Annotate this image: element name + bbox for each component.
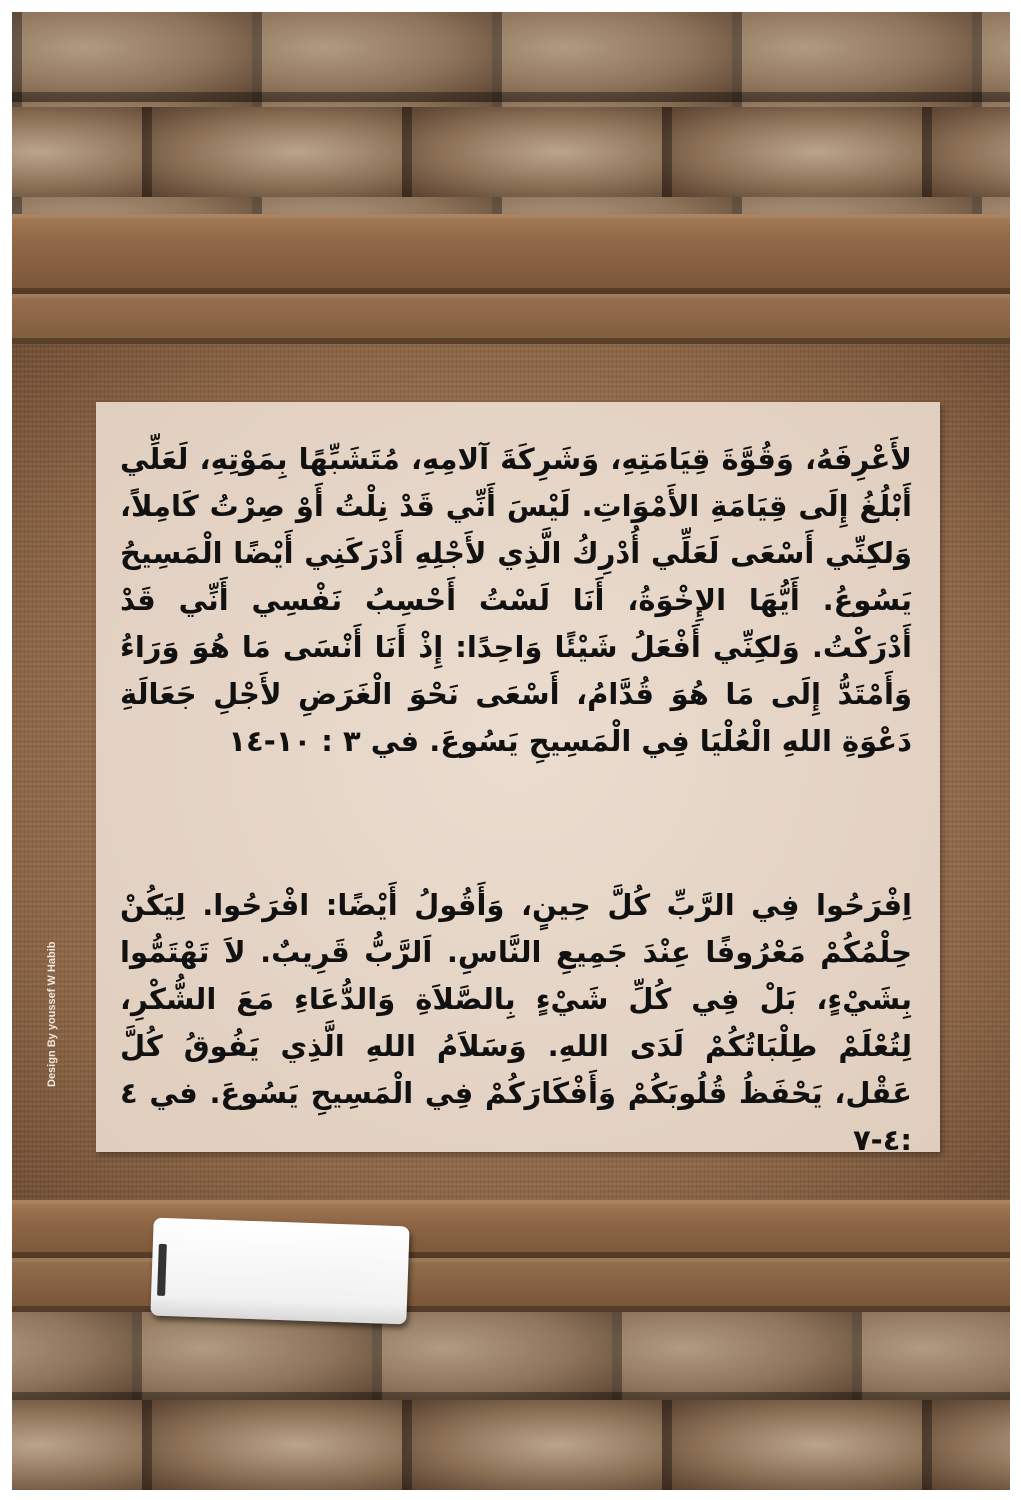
scripture-passage-2	[120, 882, 912, 1164]
stone-row	[12, 107, 1010, 197]
passage-text: لأَعْرِفَهُ، وَقُوَّةَ قِيَامَتِهِ، وَشَرِكَةَ آلامِهِ، مُتَشَبِّهًا بِمَوْتِهِ، لَعَلِّي أَبْلُغُ إِلَى قِيَامَةِ الأَمْوَاتِ. لَيْسَ أَنِّي قَدْ نِلْتُ أَوْ صِرْتُ كَامِلاً، وَلكِنِّي أَسْعَى لَعَلِّي أُدْرِكُ الَّذِي لأَجْلِهِ أَدْرَكَنِي أَيْضًا الْمَسِيحُ يَسُوعُ. أَيُّهَا الإِخْوَةُ، أَنَا لَسْتُ أَحْسِبُ نَفْسِي أَنِّي قَدْ أَدْرَكْتُ. وَلكِنِّي أَفْعَلُ شَيْئًا وَاحِدًا: إِذْ أَنَا أَنْسَى مَا هُوَ وَرَاءُ وَأَمْتَدُّ إِلَى مَا هُوَ قُدَّامُ، أَسْعَى نَحْوَ الْغَرَضِ لأَجْلِ جَعَالَةِ دَعْوَةِ اللهِ الْعُلْيَا فِي الْمَسِيحِ يَسُوعَ.	[120, 442, 912, 758]
passage-reference: في ٣ : ١٠-١٤	[228, 724, 420, 758]
stone-wall-bottom	[12, 1312, 1010, 1490]
designer-credit: Design By youssef W Habib	[46, 941, 58, 1087]
passage-text: اِفْرَحُوا فِي الرَّبِّ كُلَّ حِينٍ، وَأَقُولُ أَيْضًا: افْرَحُوا. لِيَكُنْ حِلْمُكُمْ مَعْرُوفًا عِنْدَ جَمِيعِ النَّاسِ. اَلرَّبُّ قَرِيبٌ. لاَ تَهْتَمُّوا بِشَيْءٍ، بَلْ فِي كُلِّ شَيْءٍ بِالصَّلاَةِ وَالدُّعَاءِ مَعَ الشُّكْرِ، لِتُعْلَمْ طِلْبَاتُكُمْ لَدَى اللهِ. وَسَلاَمُ اللهِ الَّذِي يَفُوقُ كُلَّ عَقْل، يَحْفَظُ قُلُوبَكُمْ وَأَفْكَارَكُمْ فِي الْمَسِيحِ يَسُوعَ.	[120, 888, 912, 1110]
page-background	[12, 12, 1010, 1490]
wood-beam-top-lower	[12, 294, 1010, 344]
scripture-passage-1	[120, 436, 912, 765]
wood-beam-top	[12, 214, 1010, 294]
eraser-image	[150, 1218, 409, 1325]
scripture-panel	[96, 402, 940, 1157]
passage-reference: في ٤ :٤-٧	[120, 1076, 912, 1157]
stone-row	[12, 1400, 1010, 1490]
stone-wall-top	[12, 12, 1010, 217]
